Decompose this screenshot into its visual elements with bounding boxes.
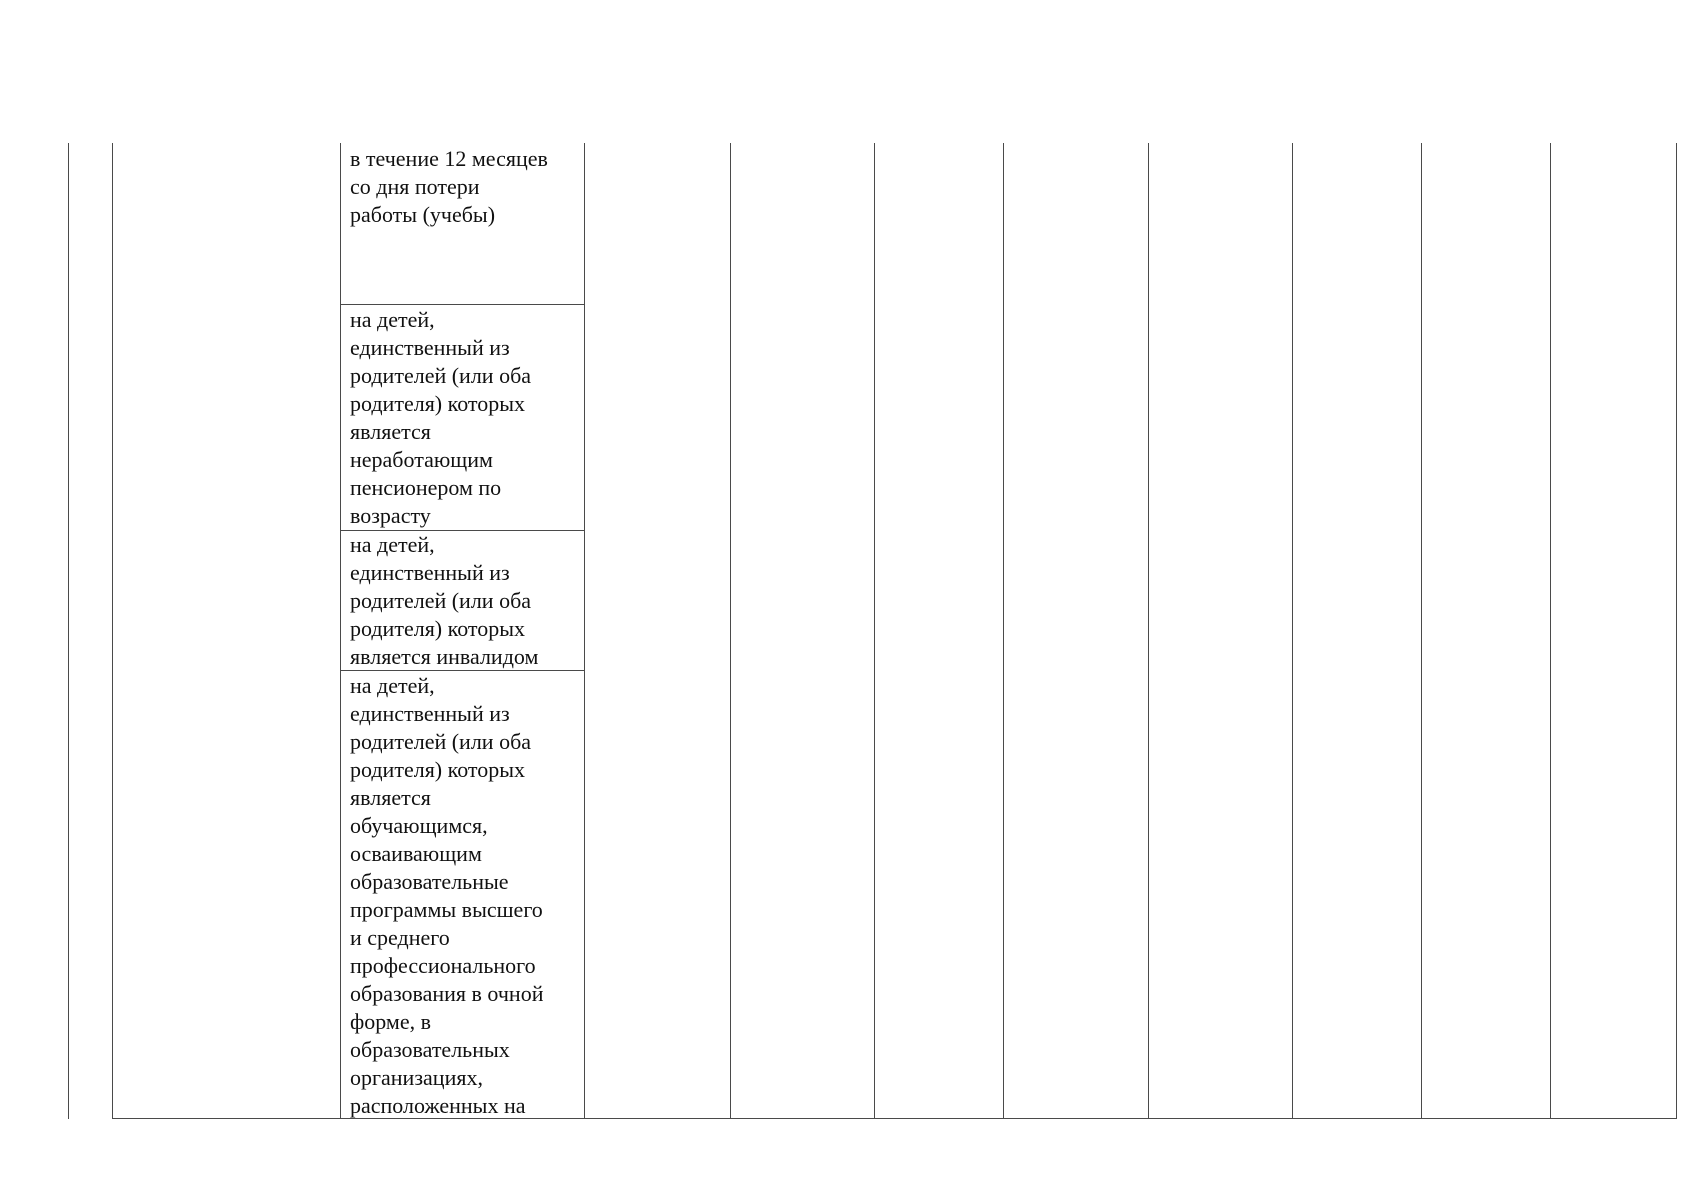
- table-right-border: [1676, 143, 1677, 1119]
- table-cell-text: на детей, единственный из родителей (или оба родителя) которых является неработающим пенсионером по возрасту: [350, 307, 532, 528]
- column-divider: [584, 143, 585, 1119]
- column-divider: [112, 143, 113, 1119]
- table-cell-text: в течение 12 месяцев со дня потери работы (учебы): [350, 146, 548, 227]
- column-divider: [1421, 143, 1422, 1119]
- column-divider: [874, 143, 875, 1119]
- column-divider: [730, 143, 731, 1119]
- column-divider: [340, 143, 341, 1119]
- column-divider: [1003, 143, 1004, 1119]
- table-cell-text: на детей, единственный из родителей (или оба родителя) которых является инвалидом: [350, 532, 539, 669]
- row-divider: [340, 670, 585, 671]
- row-divider: [340, 304, 585, 305]
- column-divider: [1292, 143, 1293, 1119]
- table-left-border: [68, 143, 69, 1119]
- column-divider: [1550, 143, 1551, 1119]
- column-divider: [1148, 143, 1149, 1119]
- table-cell-text: на детей, единственный из родителей (или оба родителя) которых является обучающимся, осваивающим образовательные программы высшего и среднего профессионального образования в очной форме, в образовательных организациях, расположенных на: [350, 673, 544, 1118]
- table-bottom-border: [112, 1118, 1677, 1119]
